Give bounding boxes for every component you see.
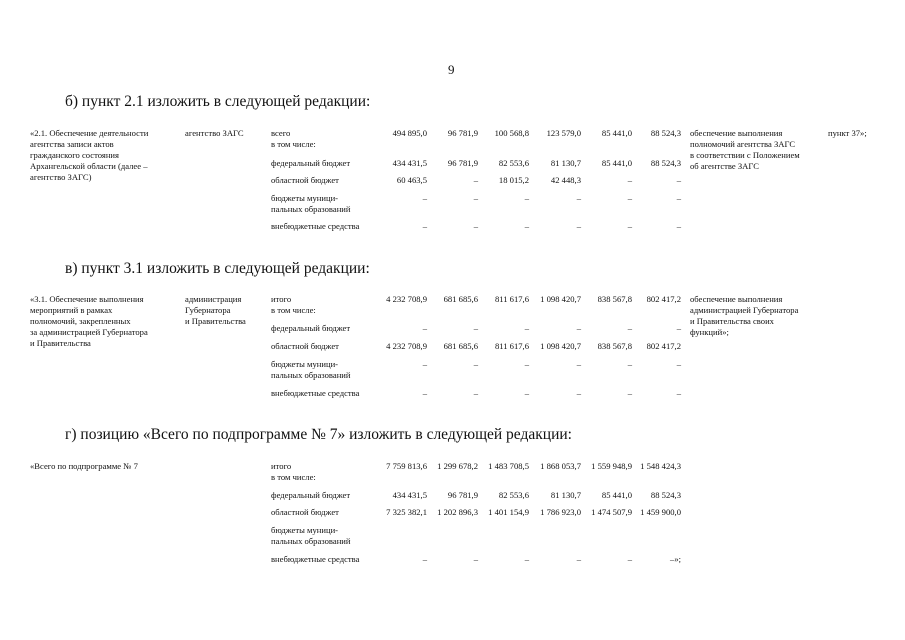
section-b-value-cell: 100 568,8	[494, 128, 529, 138]
section-b-value-cell: 96 781,9	[447, 128, 478, 138]
section-g-value-cell: 1 559 948,9	[591, 461, 632, 471]
section-v-row-label: федеральный бюджет	[271, 323, 351, 333]
section-v-value-cell: 811 617,6	[494, 341, 529, 351]
section-b-value-cell: –	[422, 193, 427, 203]
section-v-value-cell: –	[676, 323, 681, 333]
section-v-heading: в) пункт 3.1 изложить в следующей редакции:	[65, 260, 370, 277]
section-b-value-cell: –	[576, 193, 581, 203]
section-b-value-cell: –	[524, 221, 529, 231]
section-b-value-cell: 82 553,6	[498, 158, 529, 168]
section-v-value-cell: –	[473, 323, 478, 333]
section-v-value-cell: 4 232 708,9	[386, 294, 427, 304]
section-b-value-cell: –	[676, 193, 681, 203]
section-b-value-cell: 88 524,3	[650, 158, 681, 168]
section-v-row-label: итого в том числе:	[271, 294, 316, 315]
section-b-link: пункт 37»;	[828, 128, 867, 138]
section-b-value-cell: 85 441,0	[601, 158, 632, 168]
section-b-row-label: бюджеты муници- пальных образований	[271, 193, 351, 214]
section-g-value-cell: –	[524, 554, 529, 564]
section-b-value-cell: –	[473, 193, 478, 203]
section-b-heading: б) пункт 2.1 изложить в следующей редакции:	[65, 93, 371, 110]
section-v-value-cell: 811 617,6	[494, 294, 529, 304]
section-g-value-cell: 85 441,0	[601, 490, 632, 500]
section-b-row-label: областной бюджет	[271, 175, 339, 185]
section-b-result: обеспечение выполнения полномочий агентства ЗАГС в соответствии с Положением об агентстве ЗАГС	[690, 128, 800, 171]
section-v-value-cell: –	[576, 323, 581, 333]
section-v-value-cell: –	[627, 388, 632, 398]
section-v-value-cell: 802 417,2	[646, 294, 681, 304]
section-b-value-cell: 494 895,0	[392, 128, 427, 138]
section-b-value-cell: 42 448,3	[550, 175, 581, 185]
section-g-row-label: бюджеты муници- пальных образований	[271, 525, 351, 546]
section-v-value-cell: 1 098 420,7	[540, 294, 581, 304]
section-v-value-cell: –	[627, 359, 632, 369]
section-g-value-cell: 1 548 424,3	[640, 461, 681, 471]
section-g-value-cell: –	[627, 554, 632, 564]
section-b-value-cell: –	[473, 221, 478, 231]
section-b-value-cell: –	[676, 221, 681, 231]
section-g-row-label: федеральный бюджет	[271, 490, 351, 500]
section-g-row-label: внебюджетные средства	[271, 554, 360, 564]
section-b-value-cell: –	[576, 221, 581, 231]
section-g-value-cell: 88 524,3	[650, 490, 681, 500]
section-g-value-cell: 1 202 896,3	[437, 507, 478, 517]
section-g-value-cell: –	[422, 554, 427, 564]
section-g-value-cell: 1 299 678,2	[437, 461, 478, 471]
section-b-value-cell: –	[627, 175, 632, 185]
section-g-value-cell: 434 431,5	[392, 490, 427, 500]
section-b-row-label: внебюджетные средства	[271, 221, 360, 231]
section-v-value-cell: 4 232 708,9	[386, 341, 427, 351]
section-v-value-cell: 681 685,6	[443, 341, 478, 351]
section-g-value-cell: –	[473, 554, 478, 564]
section-v-value-cell: –	[473, 359, 478, 369]
page-number: 9	[448, 62, 455, 77]
section-g-value-cell: 1 401 154,9	[488, 507, 529, 517]
section-b-row-label: федеральный бюджет	[271, 158, 351, 168]
section-v-value-cell: –	[524, 388, 529, 398]
section-v-value-cell: –	[676, 388, 681, 398]
section-b-value-cell: –	[473, 175, 478, 185]
section-b-value-cell: –	[627, 221, 632, 231]
section-g-value-cell: 1 474 507,9	[591, 507, 632, 517]
section-b-value-cell: 85 441,0	[601, 128, 632, 138]
section-g-value-cell: 96 781,9	[447, 490, 478, 500]
section-v-result: обеспечение выполнения администрацией Губернатора и Правительства своих функций»;	[690, 294, 799, 337]
section-v-value-cell: 1 098 420,7	[540, 341, 581, 351]
section-b-value-cell: 81 130,7	[550, 158, 581, 168]
section-v-value-cell: 681 685,6	[443, 294, 478, 304]
section-g-value-cell: –»;	[670, 554, 681, 564]
section-v-value-cell: –	[576, 388, 581, 398]
section-g-heading: г) позицию «Всего по подпрограмме № 7» изложить в следующей редакции:	[65, 426, 572, 443]
section-v-value-cell: –	[422, 388, 427, 398]
section-b-value-cell: –	[627, 193, 632, 203]
section-b-value-cell: 96 781,9	[447, 158, 478, 168]
section-g-item-name: «Всего по подпрограмме № 7	[30, 461, 138, 471]
section-v-executor: администрация Губернатора и Правительства	[185, 294, 246, 326]
section-v-value-cell: 838 567,8	[597, 341, 632, 351]
section-v-value-cell: –	[676, 359, 681, 369]
section-g-value-cell: 1 786 923,0	[540, 507, 581, 517]
section-v-value-cell: –	[524, 323, 529, 333]
section-g-row-label: областной бюджет	[271, 507, 339, 517]
section-v-row-label: внебюджетные средства	[271, 388, 360, 398]
section-v-value-cell: –	[524, 359, 529, 369]
section-g-row-label: итого в том числе:	[271, 461, 316, 482]
section-g-value-cell: 81 130,7	[550, 490, 581, 500]
section-g-value-cell: 7 325 382,1	[386, 507, 427, 517]
section-v-row-label: бюджеты муници- пальных образований	[271, 359, 351, 380]
section-b-value-cell: 60 463,5	[396, 175, 427, 185]
section-v-value-cell: 802 417,2	[646, 341, 681, 351]
section-b-executor: агентство ЗАГС	[185, 128, 244, 138]
section-v-value-cell: –	[473, 388, 478, 398]
section-b-value-cell: 434 431,5	[392, 158, 427, 168]
section-g-value-cell: 82 553,6	[498, 490, 529, 500]
section-v-row-label: областной бюджет	[271, 341, 339, 351]
section-b-value-cell: –	[422, 221, 427, 231]
section-g-value-cell: 7 759 813,6	[386, 461, 427, 471]
section-b-value-cell: 18 015,2	[498, 175, 529, 185]
section-b-value-cell: 88 524,3	[650, 128, 681, 138]
section-b-value-cell: –	[524, 193, 529, 203]
section-b-row-label: всего в том числе:	[271, 128, 316, 149]
section-v-value-cell: –	[422, 359, 427, 369]
section-v-item-name: «3.1. Обеспечение выполнения мероприятий в рамках полномочий, закрепленных за администрацией Губернатора и Правительства	[30, 294, 148, 348]
section-g-value-cell: –	[576, 554, 581, 564]
section-b-value-cell: 123 579,0	[546, 128, 581, 138]
section-g-value-cell: 1 459 900,0	[640, 507, 681, 517]
section-v-value-cell: 838 567,8	[597, 294, 632, 304]
section-b-item-name: «2.1. Обеспечение деятельности агентства записи актов гражданского состояния Архангельской области (далее – агентство ЗАГС)	[30, 128, 149, 182]
section-g-value-cell: 1 868 053,7	[540, 461, 581, 471]
section-b-value-cell: –	[676, 175, 681, 185]
section-v-value-cell: –	[422, 323, 427, 333]
section-v-value-cell: –	[576, 359, 581, 369]
section-g-value-cell: 1 483 708,5	[488, 461, 529, 471]
section-v-value-cell: –	[627, 323, 632, 333]
